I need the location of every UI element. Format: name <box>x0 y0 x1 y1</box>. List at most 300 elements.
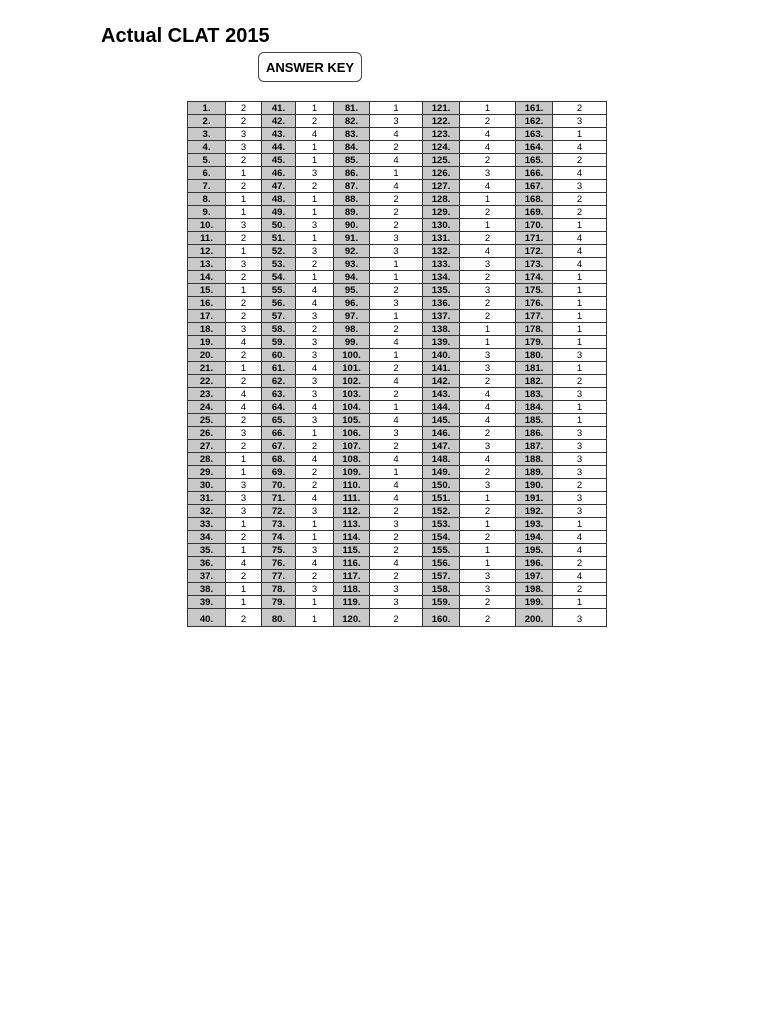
question-number-cell: 30. <box>188 479 226 492</box>
question-number-cell: 143. <box>423 388 460 401</box>
answer-cell: 2 <box>370 141 423 154</box>
question-number-cell: 164. <box>516 141 553 154</box>
question-number-cell: 104. <box>334 401 370 414</box>
answer-cell: 2 <box>226 531 262 544</box>
question-number-cell: 17. <box>188 310 226 323</box>
answer-cell: 4 <box>226 557 262 570</box>
table-row <box>188 401 607 414</box>
answer-cell: 2 <box>460 232 516 245</box>
answer-cell: 3 <box>226 128 262 141</box>
answer-cell: 3 <box>226 219 262 232</box>
answer-cell: 4 <box>296 453 334 466</box>
answer-cell: 2 <box>226 440 262 453</box>
question-number-cell: 180. <box>516 349 553 362</box>
question-number-cell: 191. <box>516 492 553 505</box>
table-row <box>188 258 607 271</box>
question-number-cell: 176. <box>516 297 553 310</box>
question-number-cell: 29. <box>188 466 226 479</box>
question-number-cell: 11. <box>188 232 226 245</box>
answer-cell: 4 <box>370 128 423 141</box>
question-number-cell: 40. <box>188 609 226 627</box>
table-row <box>188 284 607 297</box>
question-number-cell: 102. <box>334 375 370 388</box>
question-number-cell: 35. <box>188 544 226 557</box>
answer-cell: 1 <box>296 193 334 206</box>
table-row <box>188 609 607 627</box>
question-number-cell: 80. <box>262 609 296 627</box>
question-number-cell: 6. <box>188 167 226 180</box>
answer-cell: 2 <box>226 271 262 284</box>
answer-cell: 4 <box>296 362 334 375</box>
answer-cell: 2 <box>296 258 334 271</box>
answer-cell: 1 <box>553 310 607 323</box>
question-number-cell: 77. <box>262 570 296 583</box>
question-number-cell: 44. <box>262 141 296 154</box>
answer-cell: 1 <box>553 401 607 414</box>
answer-cell: 3 <box>296 336 334 349</box>
answer-cell: 2 <box>370 362 423 375</box>
question-number-cell: 81. <box>334 102 370 115</box>
answer-cell: 3 <box>460 479 516 492</box>
question-number-cell: 142. <box>423 375 460 388</box>
answer-cell: 2 <box>460 154 516 167</box>
table-row <box>188 362 607 375</box>
question-number-cell: 111. <box>334 492 370 505</box>
question-number-cell: 5. <box>188 154 226 167</box>
answer-cell: 1 <box>226 466 262 479</box>
question-number-cell: 192. <box>516 505 553 518</box>
question-number-cell: 153. <box>423 518 460 531</box>
table-row <box>188 323 607 336</box>
answer-cell: 3 <box>460 362 516 375</box>
question-number-cell: 110. <box>334 479 370 492</box>
answer-cell: 2 <box>553 583 607 596</box>
answer-cell: 1 <box>553 518 607 531</box>
question-number-cell: 166. <box>516 167 553 180</box>
question-number-cell: 197. <box>516 570 553 583</box>
question-number-cell: 63. <box>262 388 296 401</box>
question-number-cell: 58. <box>262 323 296 336</box>
question-number-cell: 169. <box>516 206 553 219</box>
question-number-cell: 113. <box>334 518 370 531</box>
question-number-cell: 155. <box>423 544 460 557</box>
answer-cell: 2 <box>460 297 516 310</box>
question-number-cell: 123. <box>423 128 460 141</box>
answer-cell: 3 <box>370 596 423 609</box>
table-row <box>188 271 607 284</box>
question-number-cell: 69. <box>262 466 296 479</box>
answer-cell: 4 <box>460 414 516 427</box>
answer-cell: 4 <box>460 245 516 258</box>
question-number-cell: 171. <box>516 232 553 245</box>
answer-cell: 4 <box>370 492 423 505</box>
question-number-cell: 161. <box>516 102 553 115</box>
question-number-cell: 70. <box>262 479 296 492</box>
answer-cell: 2 <box>553 557 607 570</box>
table-row <box>188 180 607 193</box>
question-number-cell: 115. <box>334 544 370 557</box>
answer-cell: 2 <box>296 440 334 453</box>
answer-cell: 1 <box>553 323 607 336</box>
question-number-cell: 98. <box>334 323 370 336</box>
answer-cell: 2 <box>460 206 516 219</box>
answer-cell: 1 <box>370 167 423 180</box>
answer-cell: 3 <box>296 544 334 557</box>
table-row <box>188 453 607 466</box>
question-number-cell: 86. <box>334 167 370 180</box>
question-number-cell: 135. <box>423 284 460 297</box>
answer-cell: 1 <box>226 206 262 219</box>
question-number-cell: 93. <box>334 258 370 271</box>
answer-cell: 4 <box>370 375 423 388</box>
answer-cell: 3 <box>460 258 516 271</box>
question-number-cell: 159. <box>423 596 460 609</box>
answer-cell: 1 <box>553 596 607 609</box>
answer-cell: 2 <box>553 193 607 206</box>
question-number-cell: 190. <box>516 479 553 492</box>
answer-cell: 2 <box>296 479 334 492</box>
answer-cell: 3 <box>296 167 334 180</box>
question-number-cell: 72. <box>262 505 296 518</box>
table-row <box>188 128 607 141</box>
question-number-cell: 182. <box>516 375 553 388</box>
answer-cell: 4 <box>460 388 516 401</box>
answer-cell: 1 <box>296 102 334 115</box>
question-number-cell: 60. <box>262 349 296 362</box>
answer-cell: 2 <box>370 284 423 297</box>
question-number-cell: 99. <box>334 336 370 349</box>
question-number-cell: 130. <box>423 219 460 232</box>
question-number-cell: 199. <box>516 596 553 609</box>
answer-key-badge <box>258 52 362 82</box>
question-number-cell: 1. <box>188 102 226 115</box>
answer-cell: 4 <box>296 297 334 310</box>
question-number-cell: 90. <box>334 219 370 232</box>
table-row <box>188 479 607 492</box>
answer-cell: 3 <box>296 219 334 232</box>
question-number-cell: 124. <box>423 141 460 154</box>
question-number-cell: 179. <box>516 336 553 349</box>
question-number-cell: 55. <box>262 284 296 297</box>
question-number-cell: 28. <box>188 453 226 466</box>
answer-cell: 3 <box>460 349 516 362</box>
question-number-cell: 78. <box>262 583 296 596</box>
question-number-cell: 194. <box>516 531 553 544</box>
table-row <box>188 388 607 401</box>
question-number-cell: 83. <box>334 128 370 141</box>
answer-cell: 1 <box>460 323 516 336</box>
answer-cell: 4 <box>370 180 423 193</box>
answer-cell: 2 <box>370 531 423 544</box>
answer-cell: 1 <box>460 492 516 505</box>
answer-cell: 3 <box>370 518 423 531</box>
question-number-cell: 152. <box>423 505 460 518</box>
answer-cell: 3 <box>553 115 607 128</box>
answer-cell: 4 <box>296 284 334 297</box>
answer-cell: 2 <box>460 271 516 284</box>
answer-cell: 1 <box>296 206 334 219</box>
question-number-cell: 76. <box>262 557 296 570</box>
answer-cell: 1 <box>370 271 423 284</box>
answer-cell: 2 <box>296 323 334 336</box>
question-number-cell: 75. <box>262 544 296 557</box>
answer-cell: 1 <box>553 284 607 297</box>
answer-cell: 4 <box>553 570 607 583</box>
table-row <box>188 583 607 596</box>
answer-cell: 2 <box>460 115 516 128</box>
question-number-cell: 91. <box>334 232 370 245</box>
answer-cell: 1 <box>553 128 607 141</box>
answer-cell: 4 <box>370 479 423 492</box>
question-number-cell: 34. <box>188 531 226 544</box>
question-number-cell: 126. <box>423 167 460 180</box>
answer-cell: 3 <box>226 141 262 154</box>
question-number-cell: 66. <box>262 427 296 440</box>
question-number-cell: 65. <box>262 414 296 427</box>
question-number-cell: 117. <box>334 570 370 583</box>
question-number-cell: 134. <box>423 271 460 284</box>
answer-cell: 3 <box>370 297 423 310</box>
question-number-cell: 116. <box>334 557 370 570</box>
answer-cell: 3 <box>226 427 262 440</box>
question-number-cell: 61. <box>262 362 296 375</box>
answer-cell: 3 <box>370 115 423 128</box>
question-number-cell: 100. <box>334 349 370 362</box>
question-number-cell: 84. <box>334 141 370 154</box>
answer-cell: 4 <box>553 531 607 544</box>
question-number-cell: 64. <box>262 401 296 414</box>
question-number-cell: 136. <box>423 297 460 310</box>
answer-cell: 3 <box>553 505 607 518</box>
answer-cell: 2 <box>370 219 423 232</box>
answer-cell: 2 <box>553 206 607 219</box>
answer-cell: 1 <box>370 466 423 479</box>
answer-cell: 2 <box>296 115 334 128</box>
answer-cell: 1 <box>296 609 334 627</box>
question-number-cell: 150. <box>423 479 460 492</box>
answer-cell: 1 <box>226 362 262 375</box>
question-number-cell: 140. <box>423 349 460 362</box>
table-row <box>188 193 607 206</box>
question-number-cell: 87. <box>334 180 370 193</box>
answer-cell: 2 <box>370 570 423 583</box>
answer-cell: 3 <box>460 583 516 596</box>
answer-cell: 2 <box>226 180 262 193</box>
answer-cell: 3 <box>460 440 516 453</box>
answer-cell: 3 <box>553 466 607 479</box>
table-row <box>188 310 607 323</box>
question-number-cell: 32. <box>188 505 226 518</box>
answer-cell: 1 <box>553 297 607 310</box>
answer-cell: 1 <box>370 102 423 115</box>
question-number-cell: 20. <box>188 349 226 362</box>
question-number-cell: 14. <box>188 271 226 284</box>
table-row <box>188 245 607 258</box>
answer-key-body <box>188 102 607 627</box>
answer-cell: 2 <box>296 570 334 583</box>
question-number-cell: 89. <box>334 206 370 219</box>
question-number-cell: 172. <box>516 245 553 258</box>
question-number-cell: 53. <box>262 258 296 271</box>
table-row <box>188 596 607 609</box>
answer-cell: 4 <box>553 544 607 557</box>
answer-cell: 4 <box>370 414 423 427</box>
question-number-cell: 41. <box>262 102 296 115</box>
answer-cell: 1 <box>296 141 334 154</box>
question-number-cell: 2. <box>188 115 226 128</box>
question-number-cell: 146. <box>423 427 460 440</box>
question-number-cell: 131. <box>423 232 460 245</box>
question-number-cell: 85. <box>334 154 370 167</box>
question-number-cell: 165. <box>516 154 553 167</box>
answer-cell: 1 <box>370 310 423 323</box>
table-row <box>188 206 607 219</box>
question-number-cell: 141. <box>423 362 460 375</box>
answer-cell: 4 <box>296 401 334 414</box>
table-row <box>188 115 607 128</box>
question-number-cell: 151. <box>423 492 460 505</box>
answer-cell: 1 <box>553 271 607 284</box>
answer-cell: 1 <box>296 531 334 544</box>
question-number-cell: 147. <box>423 440 460 453</box>
answer-cell: 3 <box>553 427 607 440</box>
answer-cell: 3 <box>553 388 607 401</box>
answer-cell: 2 <box>370 544 423 557</box>
question-number-cell: 49. <box>262 206 296 219</box>
question-number-cell: 105. <box>334 414 370 427</box>
table-row <box>188 167 607 180</box>
question-number-cell: 168. <box>516 193 553 206</box>
answer-cell: 2 <box>370 440 423 453</box>
table-row <box>188 219 607 232</box>
question-number-cell: 88. <box>334 193 370 206</box>
answer-cell: 4 <box>226 388 262 401</box>
table-row <box>188 518 607 531</box>
answer-cell: 4 <box>553 258 607 271</box>
question-number-cell: 112. <box>334 505 370 518</box>
question-number-cell: 92. <box>334 245 370 258</box>
answer-cell: 3 <box>460 167 516 180</box>
question-number-cell: 39. <box>188 596 226 609</box>
question-number-cell: 45. <box>262 154 296 167</box>
question-number-cell: 154. <box>423 531 460 544</box>
table-row <box>188 154 607 167</box>
answer-cell: 2 <box>553 375 607 388</box>
table-row <box>188 570 607 583</box>
question-number-cell: 38. <box>188 583 226 596</box>
table-row <box>188 544 607 557</box>
question-number-cell: 4. <box>188 141 226 154</box>
answer-cell: 3 <box>460 284 516 297</box>
question-number-cell: 120. <box>334 609 370 627</box>
answer-cell: 3 <box>370 427 423 440</box>
answer-cell: 2 <box>226 570 262 583</box>
question-number-cell: 129. <box>423 206 460 219</box>
question-number-cell: 178. <box>516 323 553 336</box>
question-number-cell: 59. <box>262 336 296 349</box>
question-number-cell: 122. <box>423 115 460 128</box>
answer-cell: 3 <box>370 232 423 245</box>
question-number-cell: 181. <box>516 362 553 375</box>
table-row <box>188 466 607 479</box>
question-number-cell: 97. <box>334 310 370 323</box>
answer-cell: 3 <box>226 492 262 505</box>
answer-cell: 4 <box>370 453 423 466</box>
question-number-cell: 15. <box>188 284 226 297</box>
answer-cell: 4 <box>296 557 334 570</box>
answer-cell: 1 <box>553 336 607 349</box>
question-number-cell: 127. <box>423 180 460 193</box>
page-title: Actual CLAT 2015 <box>101 25 270 47</box>
question-number-cell: 149. <box>423 466 460 479</box>
question-number-cell: 132. <box>423 245 460 258</box>
question-number-cell: 200. <box>516 609 553 627</box>
question-number-cell: 186. <box>516 427 553 440</box>
question-number-cell: 188. <box>516 453 553 466</box>
answer-cell: 3 <box>226 323 262 336</box>
question-number-cell: 21. <box>188 362 226 375</box>
answer-cell: 3 <box>226 505 262 518</box>
question-number-cell: 119. <box>334 596 370 609</box>
answer-key-table <box>187 101 607 627</box>
answer-cell: 4 <box>553 167 607 180</box>
answer-cell: 4 <box>460 401 516 414</box>
answer-cell: 1 <box>226 193 262 206</box>
answer-cell: 2 <box>226 349 262 362</box>
answer-cell: 1 <box>226 596 262 609</box>
question-number-cell: 125. <box>423 154 460 167</box>
answer-cell: 4 <box>370 336 423 349</box>
answer-cell: 1 <box>460 102 516 115</box>
question-number-cell: 167. <box>516 180 553 193</box>
question-number-cell: 195. <box>516 544 553 557</box>
question-number-cell: 133. <box>423 258 460 271</box>
question-number-cell: 198. <box>516 583 553 596</box>
answer-cell: 2 <box>460 466 516 479</box>
answer-cell: 3 <box>296 414 334 427</box>
question-number-cell: 22. <box>188 375 226 388</box>
answer-cell: 2 <box>226 375 262 388</box>
question-number-cell: 128. <box>423 193 460 206</box>
answer-cell: 1 <box>553 362 607 375</box>
answer-cell: 2 <box>370 388 423 401</box>
question-number-cell: 23. <box>188 388 226 401</box>
question-number-cell: 148. <box>423 453 460 466</box>
question-number-cell: 187. <box>516 440 553 453</box>
question-number-cell: 62. <box>262 375 296 388</box>
answer-cell: 2 <box>370 193 423 206</box>
question-number-cell: 3. <box>188 128 226 141</box>
answer-cell: 2 <box>226 154 262 167</box>
answer-cell: 1 <box>296 154 334 167</box>
answer-cell: 2 <box>296 180 334 193</box>
question-number-cell: 27. <box>188 440 226 453</box>
answer-cell: 2 <box>226 232 262 245</box>
question-number-cell: 189. <box>516 466 553 479</box>
answer-cell: 2 <box>553 479 607 492</box>
table-row <box>188 349 607 362</box>
table-row <box>188 557 607 570</box>
question-number-cell: 162. <box>516 115 553 128</box>
question-number-cell: 79. <box>262 596 296 609</box>
answer-cell: 1 <box>296 596 334 609</box>
question-number-cell: 107. <box>334 440 370 453</box>
answer-cell: 1 <box>226 245 262 258</box>
answer-cell: 3 <box>296 583 334 596</box>
question-number-cell: 24. <box>188 401 226 414</box>
answer-cell: 3 <box>553 609 607 627</box>
question-number-cell: 103. <box>334 388 370 401</box>
